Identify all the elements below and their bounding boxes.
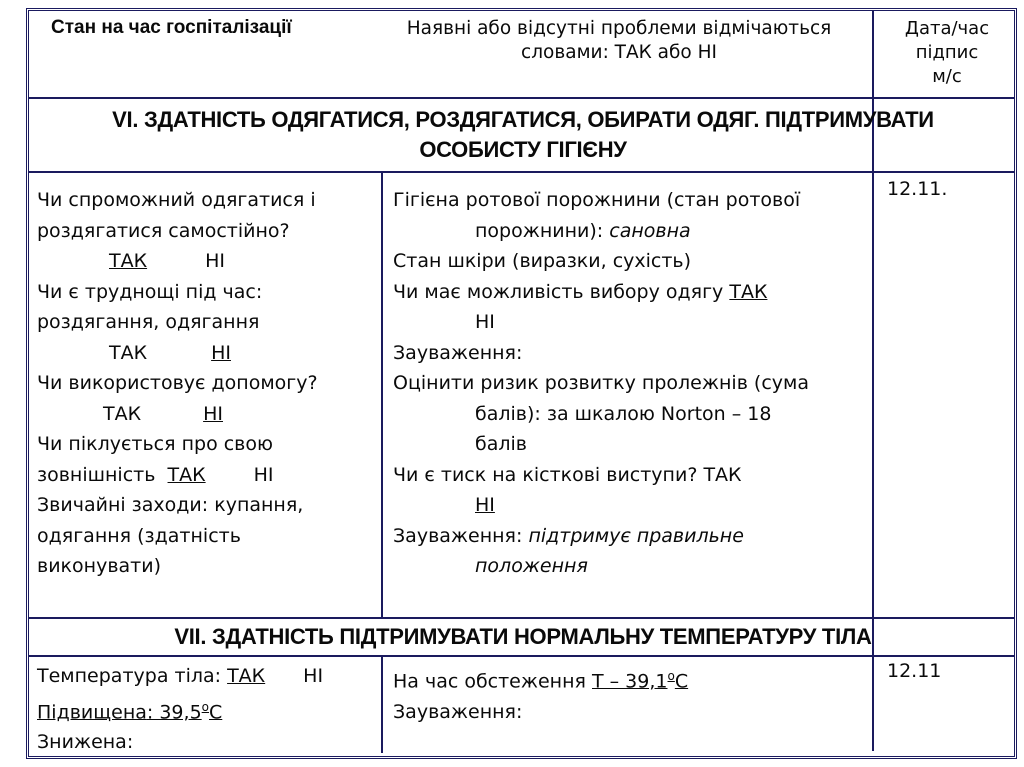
header-date-label: Дата/час підпис м/с bbox=[904, 18, 990, 87]
row-divider-4 bbox=[29, 655, 1014, 657]
answer-yes: ТАК bbox=[227, 665, 266, 687]
nursing-assessment-table bbox=[26, 8, 1017, 759]
answer-yes: ТАК bbox=[109, 250, 148, 272]
section-6-date: 12.11. bbox=[887, 178, 948, 200]
answer-yes: ТАК bbox=[109, 341, 148, 364]
answer-no: НІ bbox=[303, 665, 324, 687]
answer-yes: ТАК bbox=[729, 280, 768, 303]
answer-no: НІ bbox=[475, 494, 495, 516]
col-divider-mid-s6 bbox=[381, 173, 383, 619]
row-divider-3 bbox=[29, 617, 1014, 619]
header-state-label: Стан на час госпіталізації bbox=[51, 17, 292, 38]
header-problems-label: Наявні або відсутні проблеми відмічаються словами: ТАК або НІ bbox=[406, 18, 832, 63]
answer-no: НІ bbox=[205, 250, 225, 272]
answer-yes: ТАК bbox=[167, 463, 206, 486]
row-divider-2 bbox=[29, 171, 1014, 173]
section-7-left-cell: Температура тіла: ТАК НІ Підвищена: $39,5^оС$ Знижена: bbox=[37, 665, 324, 754]
col-divider-mid-s7 bbox=[381, 657, 383, 753]
answer-no: НІ bbox=[475, 311, 495, 333]
section-6-left-cell: Чи спроможний одягатися і роздягатися самостійно? ТАК НІ Чи є труднощі під час: роздягання, одягання ТАК НІ Чи використовує допомогу? ТАК НІ Чи піклується про свою зовнішність ТАК НІ Звичайні заходи: купання, одягання (здатність виконувати) bbox=[37, 189, 318, 577]
section-7-right-cell: На час обстеження Т – $39,1^оС$ Зауваження: bbox=[393, 669, 689, 723]
row-divider-1 bbox=[29, 97, 1014, 99]
answer-no: НІ bbox=[211, 341, 231, 364]
section-7-title: VII. ЗДАТНІСТЬ ПІДТРИМУВАТИ НОРМАЛЬНУ ТЕМПЕРАТУРУ ТІЛА bbox=[174, 624, 872, 649]
section-7-date: 12.11 bbox=[887, 660, 942, 682]
answer-yes: ТАК bbox=[103, 402, 142, 425]
answer-no: НІ bbox=[203, 402, 223, 425]
section-6-title: VI. ЗДАТНІСТЬ ОДЯГАТИСЯ, РОЗДЯГАТИСЯ, ОБИРАТИ ОДЯГ. ПІДТРИМУВАТИ ОСОБИСТУ ГІГІЄНУ bbox=[112, 107, 934, 162]
answer-no: НІ bbox=[253, 463, 274, 486]
section-6-right-cell: Гігієна ротової порожнини (стан ротової порожнини): сановна Стан шкіри (виразки, сухість) Чи має можливість вибору одягу ТАК НІ Зауваження: Оцінити ризик розвитку пролежнів (сума балів): за шкалою Norton – 18 балів Чи є тиск на кісткові виступи? ТАК НІ Зауваження: підтримує правильне положення bbox=[393, 189, 810, 577]
